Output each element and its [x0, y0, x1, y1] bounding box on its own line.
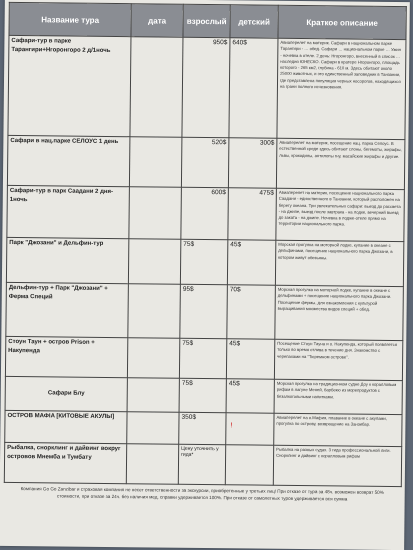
child-price: 45$ — [227, 240, 275, 286]
header-child-price: детский — [230, 5, 278, 39]
adult-price: 75$ — [179, 378, 226, 412]
child-price: 640$ — [229, 38, 278, 138]
table-row — [7, 185, 405, 241]
adult-price: 95$ — [180, 284, 228, 338]
tour-date — [127, 338, 179, 379]
tour-name: Сафари-тур в парк Саадани 2 дня- 1ночь — [7, 185, 130, 238]
tour-description: Морская прогулка на моторной лодке, купание в океане с дельфинами + посещение национального парка Джозани. Посещение фермы, для ознакомления с культурой выращивания множества видов специй + обед. — [275, 285, 404, 340]
table-row — [4, 442, 401, 486]
tour-name: Сафари в нац.парке СЕЛОУС 1 день — [7, 135, 130, 186]
header-adult-price: взрослый — [183, 4, 230, 37]
tours-table — [4, 2, 407, 487]
child-price — [225, 445, 273, 486]
tour-description: Рыбалка на разных судах. 3 гида профессиональной лиги. Снорклинг и дайвинг с коралловым рифом — [273, 445, 401, 486]
tour-description: Посещение Стоун Тауна и о. Накупенда, который появляется только во время отлива в течение дня. Знакомство с черепахами на "Тюремном острове". — [274, 339, 402, 380]
table-row — [8, 35, 406, 139]
child-price: 300$ — [228, 138, 277, 188]
tour-description: Морская прогулка на моторной лодке, купание в океане с дельфинами, посещение национального парка Джозани, в котором живут обезьяны. — [275, 240, 403, 286]
tour-description: Авиаперелет на материк, посещение национального парка Саадани - единственного в Танзании, который расположен на берегу океана. Три увлекательных сафари: выезд до рассвета - на джипе, выезд после завтрака - на лодке, вечерний выезд до заката - на джипе. Ночевка в лодже-отеле прямо на территории национального парка. — [276, 188, 405, 241]
adult-price: 75$ — [180, 239, 227, 284]
table-row — [7, 135, 405, 189]
child-price: 45$ — [226, 339, 274, 380]
tour-date — [127, 378, 179, 413]
table-row — [6, 282, 404, 340]
tour-name: Дельфин-тур + Парк "Джозани" + Ферма Специй — [6, 282, 129, 337]
table-header-row — [9, 2, 406, 39]
table-row — [6, 237, 403, 286]
table-row — [5, 410, 402, 446]
adult-price: 75$ — [179, 338, 226, 378]
adult-price: 520$ — [181, 137, 229, 187]
tour-name: Стоун Таун + остров Prison + Накупенда — [5, 336, 127, 377]
tour-date — [127, 412, 179, 445]
tour-name: Сафари Блу — [5, 376, 127, 411]
tour-date — [130, 37, 183, 138]
tour-name: ОСТРОВ МАФIA [КИТОВЫЕ АКУЛЫ] — [5, 410, 127, 443]
tour-name: Рыбалка, снорклинг и дайвинг вокруг островов Мнемба и Тумбату — [4, 442, 126, 483]
adult-price: 600$ — [181, 187, 229, 239]
tour-date — [129, 137, 182, 188]
table-row — [5, 376, 402, 414]
child-price: 475$ — [228, 188, 277, 240]
tour-description: Морская прогулка на традиционном судне Доу к коралловым рифам в лагуне Меней, барбекю из морепродуктов с безалкогольными напитками. — [274, 379, 402, 414]
tour-date — [128, 284, 181, 339]
header-tour-name: Название тура — [9, 2, 131, 36]
tour-name: Сафари-тур в парке Тарангири+Нгоронгоро 2 д/1ночь — [8, 35, 131, 136]
child-price-cell — [226, 413, 274, 446]
tour-date — [128, 239, 180, 285]
table-row — [5, 336, 402, 380]
tour-description: Авиаперелет на материк. Сафари в национальном парке Тарангири - … обед. Сафари … национальном парке … Ужин - ночевка в отеле. 2 день: Нгоронгоро, внесенный в список … наследия ЮНЕСКО. Сафари в кратере Нгоронгоро, площадь которого - 265 км2, глубина - 610 м. Здесь обитают около 25000 животных, и это единственный заповедник в Танзании, где представлена популяция черных носорогов, находящихся на грани полного исчезновения. — [277, 38, 406, 139]
tour-description: Авиаперелет на материк, посещение нац. парка Селоус. В естественной среде здесь обитают слоны, бегемоты, жирафы, львы, крокодилы, антилопы гну, масайские жирафы и другие. — [276, 138, 405, 189]
header-date: дата — [131, 4, 183, 38]
tour-description: Авиаперелет на о.Мафия, плавание в океане с акулами, прогулка по острову, возвращение на Занзибар. — [274, 413, 402, 446]
footer-disclaimer: Компания Go Go Zanzibar и страховая компания не несет ответственности за экскурсии, приобретенные у третьих лиц! При отказе от тура за 48ч. возможен возврат 50% стоимости, при отказе за 24ч. без наличия мед. справки удерживается 100%. При отказе от самолетных туров удерживается вся сумма — [20, 486, 384, 502]
tour-date — [126, 444, 178, 485]
exclamation-mark: ! — [230, 422, 233, 430]
tour-price-list — [4, 2, 406, 504]
adult-price: 950$ — [182, 37, 230, 137]
tour-name: Парк "Джозани" и Дельфин-тур — [6, 237, 128, 283]
adult-price: Цену уточнить у гида* — [178, 444, 225, 484]
header-description: Краткое описание — [278, 5, 406, 39]
tour-date — [129, 187, 182, 240]
child-price: 70$ — [227, 285, 276, 339]
child-price: 45$ — [226, 379, 274, 414]
adult-price: 350$ — [179, 412, 226, 444]
